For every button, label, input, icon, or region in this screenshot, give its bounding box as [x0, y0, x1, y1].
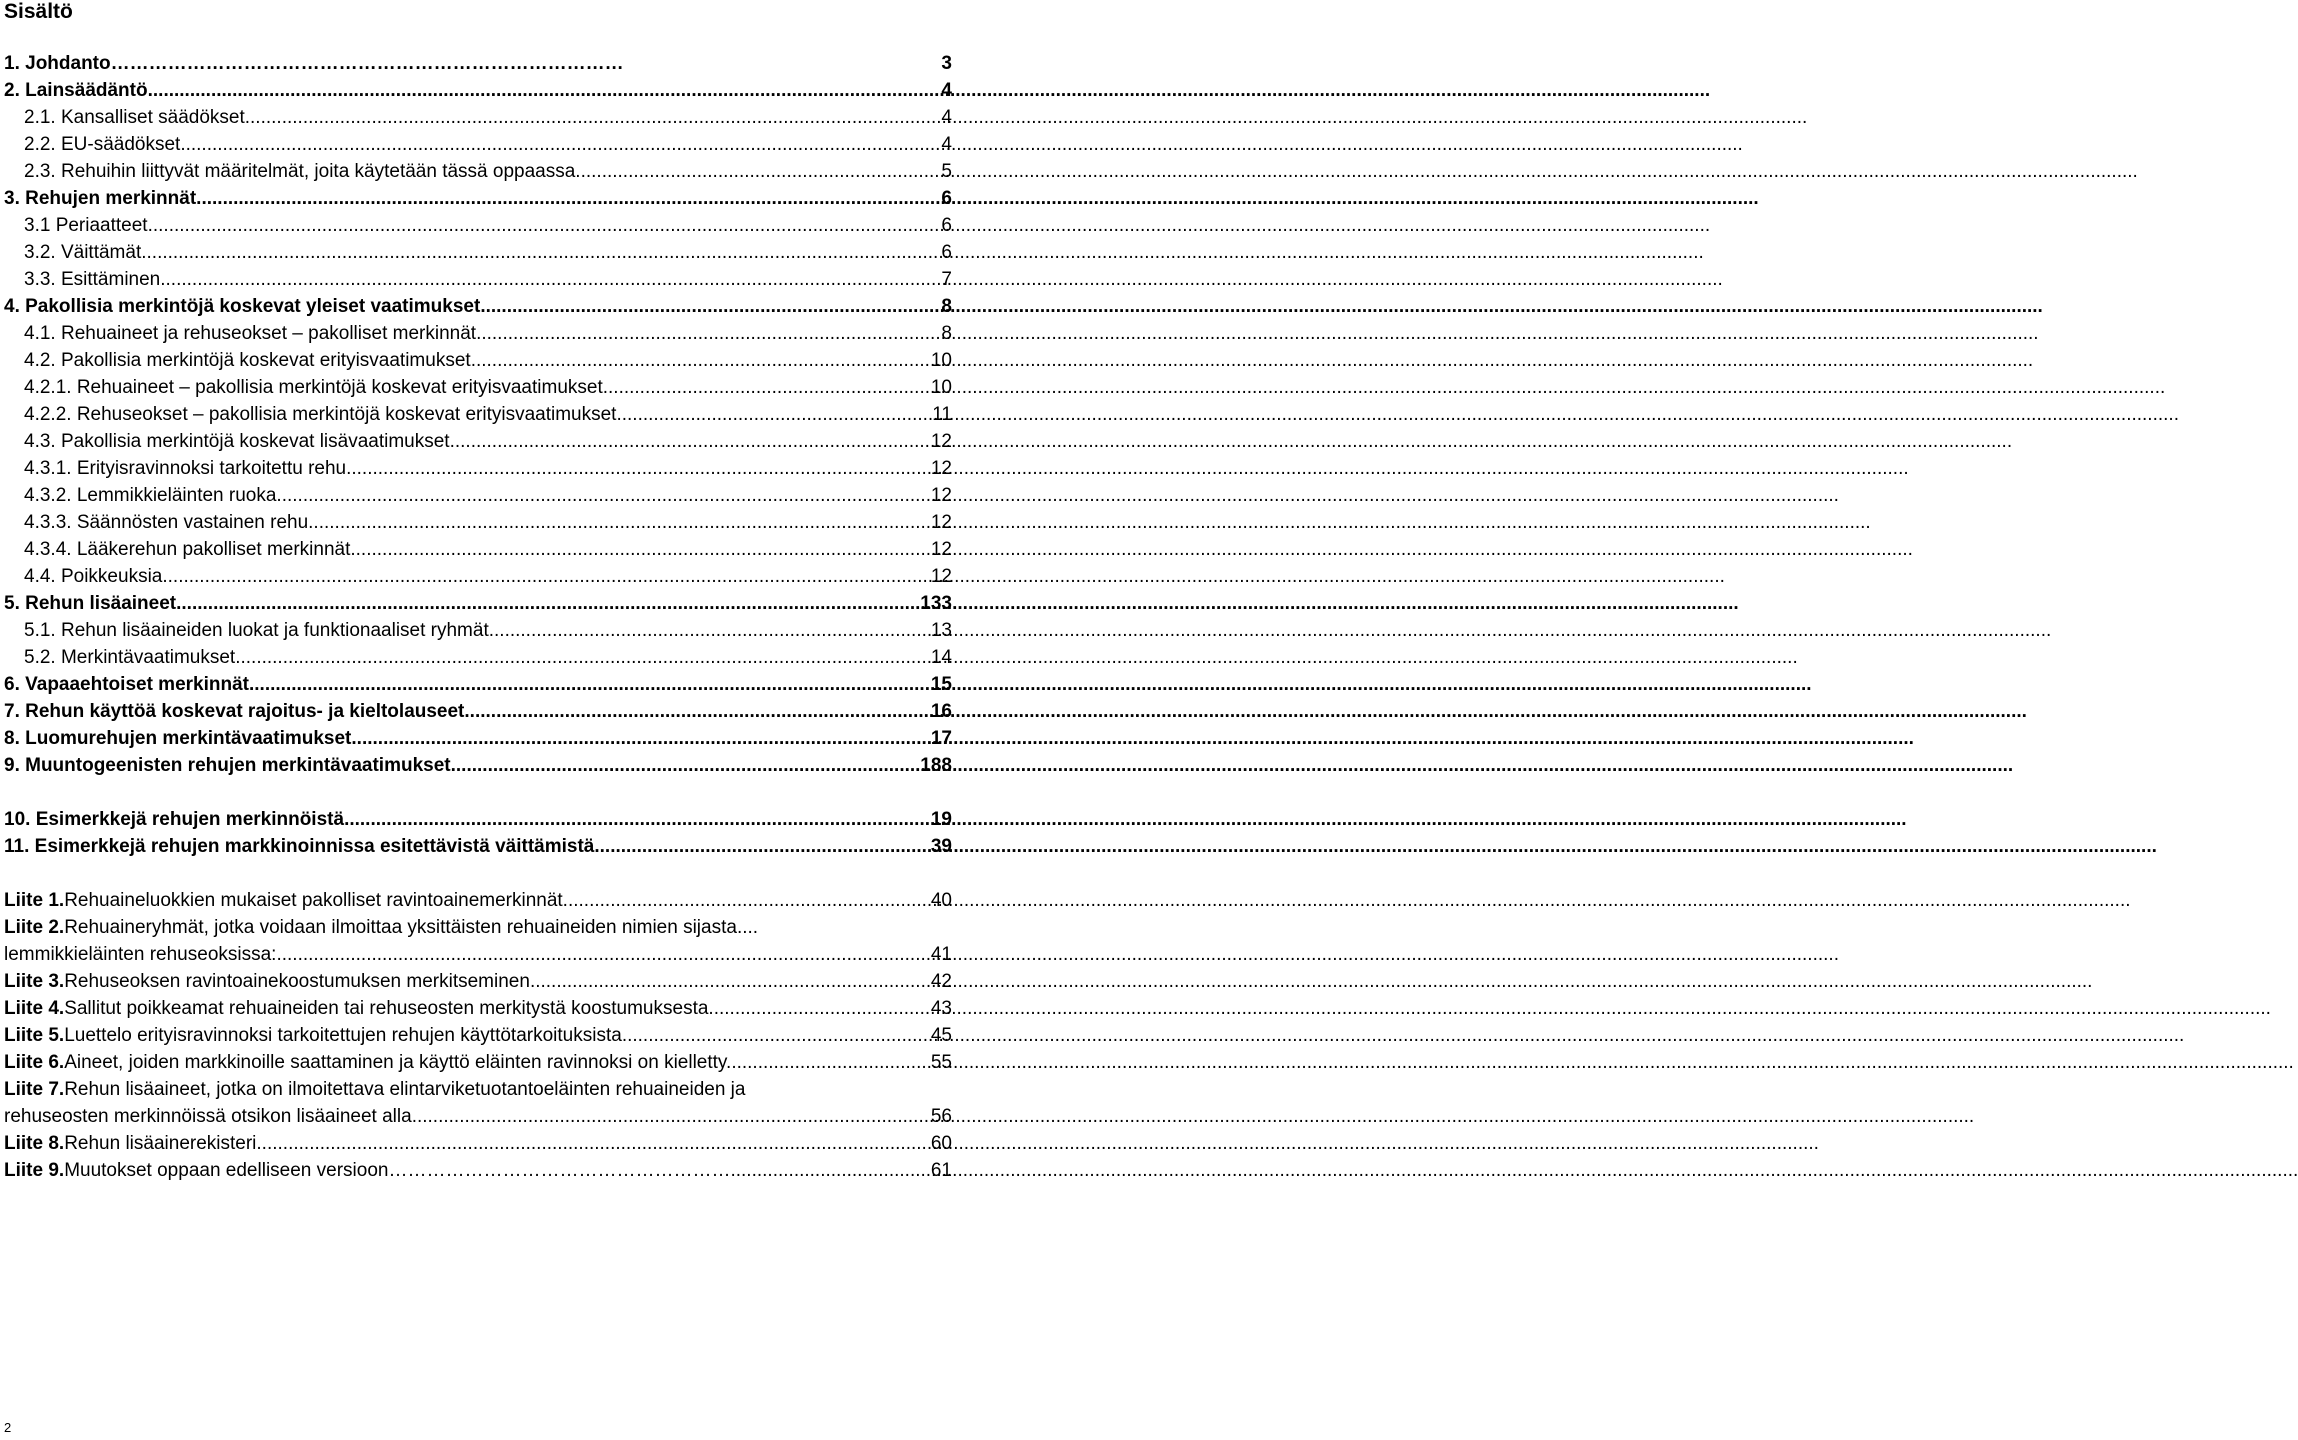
toc-entry[interactable] — [4, 1130, 952, 1157]
toc-entry-page: 8 — [941, 296, 952, 317]
dot-leader — [450, 428, 931, 455]
toc-entry[interactable] — [4, 455, 952, 482]
page-number: 2 — [4, 1420, 12, 1435]
toc-entry-page: 56 — [930, 1106, 952, 1127]
toc-entry[interactable] — [4, 590, 952, 617]
toc-entry[interactable] — [4, 320, 952, 347]
toc-entry-title: Rehun lisäainerekisteri — [64, 1133, 257, 1154]
toc-entry-title: 2.3. Rehuihin liittyvät määritelmät, joita käytetään tässä oppaassa — [24, 161, 576, 182]
toc-entry-title: 10. Esimerkkejä rehujen merkinnöistä — [4, 809, 345, 830]
dot-leader — [249, 671, 931, 698]
toc-entry-page: 7 — [941, 269, 952, 290]
toc-entry-title: 2.1. Kansalliset säädökset — [24, 107, 245, 128]
toc-entry-page: 12 — [930, 485, 952, 506]
toc-entry-title: 4.3.2. Lemmikkieläinten ruoka — [24, 485, 277, 506]
toc-entry-title: 9. Muuntogeenisten rehujen merkintävaatimukset — [4, 755, 451, 776]
toc-entry-page: 4 — [941, 134, 952, 155]
toc-entry-page: 16 — [930, 701, 952, 722]
page-title: Sisältö — [4, 0, 73, 23]
dot-leader — [568, 887, 931, 914]
toc-entry-page: 3 — [941, 53, 952, 74]
toc-entry-page: 133 — [920, 593, 952, 614]
appendix-label: Liite 2. — [4, 917, 65, 938]
toc-entry-page: 6 — [941, 215, 952, 236]
toc-entry[interactable] — [4, 995, 952, 1022]
dot-leader — [351, 725, 930, 752]
dot-leader — [245, 104, 942, 131]
toc-entry[interactable] — [4, 428, 952, 455]
appendix-label: Liite 9. — [4, 1160, 65, 1181]
toc-entry-page: 42 — [930, 971, 952, 992]
toc-entry-page: 61 — [930, 1160, 952, 1181]
toc-entry[interactable] — [4, 914, 952, 941]
toc-entry-page: 6 — [941, 242, 952, 263]
toc-entry-page: 8 — [941, 323, 952, 344]
dot-leader — [176, 590, 920, 617]
toc-entry[interactable] — [4, 671, 952, 698]
toc-entry-title: lemmikkieläinten rehuseoksissa: — [4, 944, 277, 965]
toc-entry-title: 5.1. Rehun lisäaineiden luokat ja funktionaaliset ryhmät — [24, 620, 489, 641]
dot-leader — [451, 752, 921, 779]
toc-entry-title: Rehun lisäaineet, jotka on ilmoitettava elintarviketuotantoeläinten rehuaineiden ja — [64, 1079, 746, 1100]
toc-entry-title: Rehuaineryhmät, jotka voidaan ilmoittaa yksittäisten rehuaineiden nimien sijasta.... — [64, 917, 759, 938]
toc-entry-page: 19 — [930, 809, 952, 830]
dot-leader — [180, 131, 941, 158]
toc-entry[interactable] — [4, 806, 952, 833]
toc-entry-page: 45 — [930, 1025, 952, 1046]
toc-entry-title: 4.3.4. Lääkerehun pakolliset merkinnät — [24, 539, 351, 560]
toc-entry-title: 1. Johdanto……………………………………………………………………… — [4, 53, 624, 74]
appendix-label: Liite 5. — [4, 1025, 65, 1046]
toc-entry-title: Luettelo erityisravinnoksi tarkoitettujen rehujen käyttötarkoituksista — [64, 1025, 622, 1046]
toc-entry-page: 6 — [941, 188, 952, 209]
toc-entry-title: 8. Luomurehujen merkintävaatimukset — [4, 728, 352, 749]
toc-entry-title: 4.1. Rehuaineet ja rehuseokset – pakolliset merkinnät — [24, 323, 477, 344]
dot-leader — [530, 968, 931, 995]
dot-leader — [575, 158, 941, 185]
dot-leader — [622, 1022, 931, 1049]
toc-entry-page: 17 — [930, 728, 952, 749]
dot-leader — [160, 266, 941, 293]
toc-entry-title: 4.4. Poikkeuksia — [24, 566, 163, 587]
dot-leader — [476, 320, 941, 347]
toc-entry-title: 4.3. Pakollisia merkintöjä koskevat lisävaatimukset — [24, 431, 450, 452]
toc-entry-title: 3. Rehujen merkinnät — [4, 188, 197, 209]
dot-leader — [603, 374, 931, 401]
toc-entry[interactable] — [4, 401, 952, 428]
toc-entry-page: 4 — [941, 80, 952, 101]
toc-entry-title: 2. Lainsäädäntö — [4, 80, 148, 101]
appendix-label: Liite 3. — [4, 971, 65, 992]
dot-leader — [464, 698, 930, 725]
dot-leader — [731, 1049, 931, 1076]
toc-entry-title: 4.3.3. Säännösten vastainen rehu — [24, 512, 309, 533]
toc-entry[interactable] — [4, 1076, 952, 1103]
dot-leader — [276, 482, 930, 509]
toc-entry-page: 12 — [930, 458, 952, 479]
toc-entry-page: 5 — [941, 161, 952, 182]
toc-entry-title: 4.2.1. Rehuaineet – pakollisia merkintöjä koskevat erityisvaatimukset — [24, 377, 603, 398]
toc-entry-title: 4. Pakollisia merkintöjä koskevat yleiset vaatimukset — [4, 296, 481, 317]
toc-entry[interactable] — [4, 833, 952, 860]
toc-entry[interactable] — [4, 644, 952, 671]
appendix-label: Liite 1. — [4, 890, 65, 911]
toc-entry-title: 3.1 Periaatteet — [24, 215, 148, 236]
toc-entry[interactable] — [4, 482, 952, 509]
toc-entry[interactable] — [4, 131, 952, 158]
toc-entry-page: 55 — [930, 1052, 952, 1073]
toc-entry[interactable] — [4, 698, 952, 725]
toc-entry-page: 188 — [920, 755, 952, 776]
toc-entry[interactable] — [4, 752, 952, 779]
dot-leader — [235, 644, 931, 671]
toc-entry[interactable] — [4, 50, 952, 77]
toc-entry[interactable] — [4, 158, 952, 185]
toc-entry[interactable] — [4, 374, 952, 401]
appendix-label: Liite 8. — [4, 1133, 65, 1154]
toc-entry[interactable] — [4, 617, 952, 644]
toc-entry-title: 6. Vapaaehtoiset merkinnät — [4, 674, 249, 695]
toc-entry-title: 5. Rehun lisäaineet — [4, 593, 177, 614]
toc-entry-title: Aineet, joiden markkinoille saattaminen ja käyttö eläinten ravinnoksi on kielletty. — [64, 1052, 732, 1073]
toc-entry-title: 2.2. EU-säädökset — [24, 134, 181, 155]
appendix-label: Liite 4. — [4, 998, 65, 1019]
toc-entry[interactable] — [4, 968, 952, 995]
toc-entry-page: 12 — [930, 539, 952, 560]
toc-entry-page: 41 — [930, 944, 952, 965]
toc-entry-title: 5.2. Merkintävaatimukset — [24, 647, 236, 668]
toc-entry-title: rehuseosten merkinnöissä otsikon lisäaineet alla — [4, 1106, 412, 1127]
toc-entry-page: 15 — [930, 674, 952, 695]
dot-leader — [148, 212, 942, 239]
toc-entry-title: Rehuaineluokkien mukaiset pakolliset ravintoainemerkinnät. — [64, 890, 568, 911]
toc-entry-page: 40 — [930, 890, 952, 911]
dot-leader — [148, 77, 942, 104]
appendix-label: Liite 7. — [4, 1079, 65, 1100]
toc-entry-page: 60 — [930, 1133, 952, 1154]
toc-entry-title: Muutokset oppaan edelliseen versioon………………………………………………. — [64, 1160, 736, 1181]
toc-entry[interactable] — [4, 239, 952, 266]
toc-entry-page: 14 — [930, 647, 952, 668]
toc-entry[interactable] — [4, 1022, 952, 1049]
toc-entry-title: 4.2. Pakollisia merkintöjä koskevat erityisvaatimukset — [24, 350, 471, 371]
dot-leader — [736, 1157, 931, 1184]
dot-leader — [471, 347, 931, 374]
dot-leader — [141, 239, 941, 266]
toc-entry-title: 11. Esimerkkejä rehujen markkinoinnissa esitettävistä väittämistä — [4, 836, 595, 857]
dot-leader — [616, 401, 932, 428]
toc-entry[interactable] — [4, 293, 952, 320]
dot-leader — [276, 941, 930, 968]
toc-entry-title: 3.2. Väittämät — [24, 242, 142, 263]
table-of-contents — [4, 50, 952, 1184]
toc-entry-page: 12 — [930, 431, 952, 452]
toc-entry-page: 4 — [941, 107, 952, 128]
dot-leader — [594, 833, 931, 860]
toc-entry[interactable] — [4, 104, 952, 131]
toc-entry-page: 11 — [932, 404, 952, 425]
toc-entry-title: 7. Rehun käyttöä koskevat rajoitus- ja kieltolauseet — [4, 701, 465, 722]
dot-leader — [480, 293, 941, 320]
toc-entry[interactable] — [4, 536, 952, 563]
toc-entry-title: 4.2.2. Rehuseokset – pakollisia merkintöjä koskevat erityisvaatimukset — [24, 404, 617, 425]
dot-leader — [344, 806, 931, 833]
toc-entry[interactable] — [4, 1157, 952, 1184]
appendix-label: Liite 6. — [4, 1052, 65, 1073]
toc-entry-title: Rehuseoksen ravintoainekoostumuksen merkitseminen — [64, 971, 530, 992]
dot-leader — [708, 995, 930, 1022]
toc-entry[interactable] — [4, 1049, 952, 1076]
dot-leader — [346, 455, 931, 482]
toc-entry[interactable] — [4, 185, 952, 212]
toc-entry-page: 10 — [930, 350, 952, 371]
toc-entry[interactable] — [4, 266, 952, 293]
toc-entry-page: 12 — [930, 512, 952, 533]
dot-leader — [412, 1103, 931, 1130]
dot-leader — [350, 536, 930, 563]
dot-leader — [162, 563, 931, 590]
toc-entry[interactable] — [4, 887, 952, 914]
dot-leader — [489, 617, 931, 644]
toc-entry[interactable] — [4, 347, 952, 374]
toc-entry-title: 3.3. Esittäminen — [24, 269, 161, 290]
toc-entry[interactable] — [4, 77, 952, 104]
toc-entry[interactable] — [4, 725, 952, 752]
toc-entry-page: 13 — [930, 620, 952, 641]
toc-entry[interactable] — [4, 509, 952, 536]
toc-entry[interactable] — [4, 212, 952, 239]
toc-entry-continuation[interactable] — [4, 1103, 952, 1130]
toc-entry-continuation[interactable] — [4, 941, 952, 968]
toc-entry-title: Sallitut poikkeamat rehuaineiden tai rehuseosten merkitystä koostumuksesta — [64, 998, 709, 1019]
toc-entry-page: 43 — [930, 998, 952, 1019]
toc-entry-page: 10 — [930, 377, 952, 398]
toc-entry-page: 12 — [930, 566, 952, 587]
toc-entry-title: 4.3.1. Erityisravinnoksi tarkoitettu rehu — [24, 458, 347, 479]
dot-leader — [196, 185, 941, 212]
toc-entry[interactable] — [4, 563, 952, 590]
dot-leader — [256, 1130, 930, 1157]
toc-entry-page: 39 — [930, 836, 952, 857]
dot-leader — [308, 509, 931, 536]
